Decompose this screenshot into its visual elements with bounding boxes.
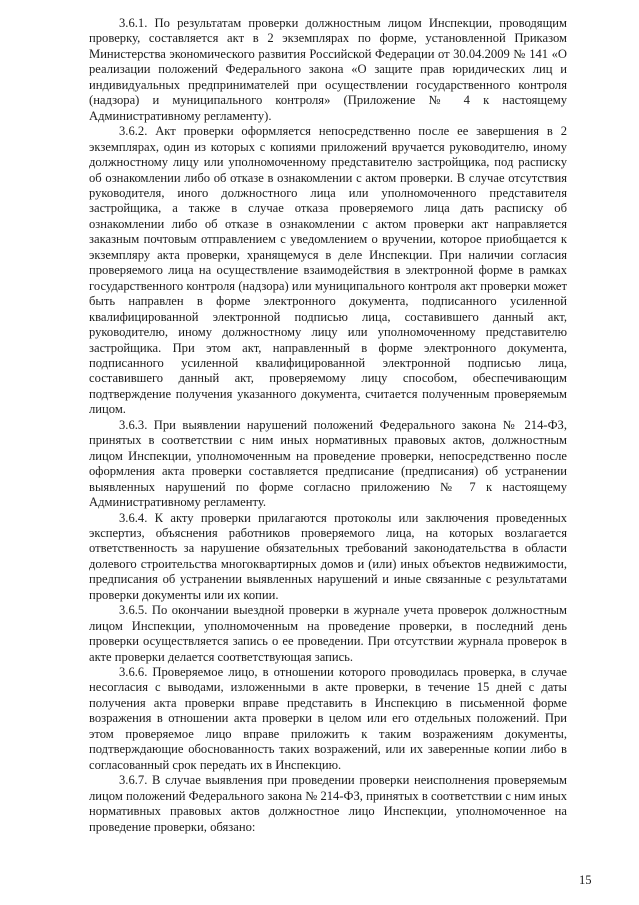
- paragraph-3-6-6: 3.6.6. Проверяемое лицо, в отношении которого проводилась проверка, в случае несогласия с выводами, изложенными в акте проверки, в течение 15 дней с даты получения акта проверки вправе представить в Инспекцию в письменной форме возражения в отношении акта проверки в целом или его отдельных положений. При этом проверяемое лицо вправе приложить к таким возражениям документы, подтверждающие обоснованность таких возражений, или их заверенные копии либо в согласованный срок передать их в Инспекцию.: [89, 665, 567, 772]
- page-number: 15: [579, 873, 592, 887]
- paragraph-3-6-5: 3.6.5. По окончании выездной проверки в журнале учета проверок должностным лицом Инспекции, уполномоченным на проведение проверки, в последний день проверки осуществляется запись о ее проведении. При отсутствии журнала проверок в акте проверки делается соответствующая запись.: [89, 603, 567, 664]
- paragraph-3-6-4: 3.6.4. К акту проверки прилагаются протоколы или заключения проведенных экспертиз, объяснения работников проверяемого лица, на которых возлагается ответственность за нарушение обязательных требований законодательства в области долевого строительства многоквартирных домов и (или) иных объектов недвижимости, предписания об устранении выявленных нарушений и иные связанные с результатами проверки документы или их копии.: [89, 510, 567, 602]
- paragraph-3-6-2: 3.6.2. Акт проверки оформляется непосредственно после ее завершения в 2 экземплярах, один из которых с копиями приложений вручается руководителю, иному должностному лицу или уполномоченному представителю застройщика, под расписку об ознакомлении либо об отказе в ознакомлении с актом проверки. В случае отсутствия руководителя, иного должностного лица или уполномоченного представителя застройщика, а также в случае отказа проверяемого лица дать расписку об ознакомлении либо об отказе в ознакомлении с актом проверки акт направляется заказным почтовым отправлением с уведомлением о вручении, которое приобщается к экземпляру акта проверки, хранящемуся в деле Инспекции. При наличии согласия проверяемого лица на осуществление взаимодействия в электронной форме в рамках государственного контроля (надзора) или муниципального контроля акт проверки может быть направлен в форме электронного документа, подписанного усиленной квалифицированной электронной подписью лица, составившего данный акт, руководителю, иному должностному лицу или уполномоченному представителю застройщика. При этом акт, направленный в форме электронного документа, подписанного усиленной квалифицированной электронной подписью лица, составившего данный акт, проверяемому лицу способом, обеспечивающим подтверждение получения указанного документа, считается полученным проверяемым лицом.: [89, 124, 567, 417]
- document-body: [89, 16, 567, 835]
- paragraph-3-6-7: 3.6.7. В случае выявления при проведении проверки неисполнения проверяемым лицом положений Федерального закона № 214-ФЗ, принятых в соответствии с ним иных нормативных правовых актов должностное лицо Инспекции, уполномоченное на проведение проверки, обязано:: [89, 773, 567, 834]
- paragraph-3-6-1: 3.6.1. По результатам проверки должностным лицом Инспекции, проводящим проверку, составляется акт в 2 экземплярах по форме, установленной Приказом Министерства экономического развития Российской Федерации от 30.04.2009 № 141 «О реализации положений Федерального закона «О защите прав юридических лиц и индивидуальных предпринимателей при осуществлении государственного контроля (надзора) и муниципального контроля» (Приложение № 4 к настоящему Административному регламенту).: [89, 16, 567, 123]
- paragraph-3-6-3: 3.6.3. При выявлении нарушений положений Федерального закона № 214-ФЗ, принятых в соответствии с ним иных нормативных правовых актов, должностным лицом Инспекции, уполномоченным на проведение проверки, непосредственно после оформления акта проверки составляется предписание (предписания) об устранении выявленных нарушений по форме согласно приложению № 7 к настоящему Административному регламенту.: [89, 417, 567, 510]
